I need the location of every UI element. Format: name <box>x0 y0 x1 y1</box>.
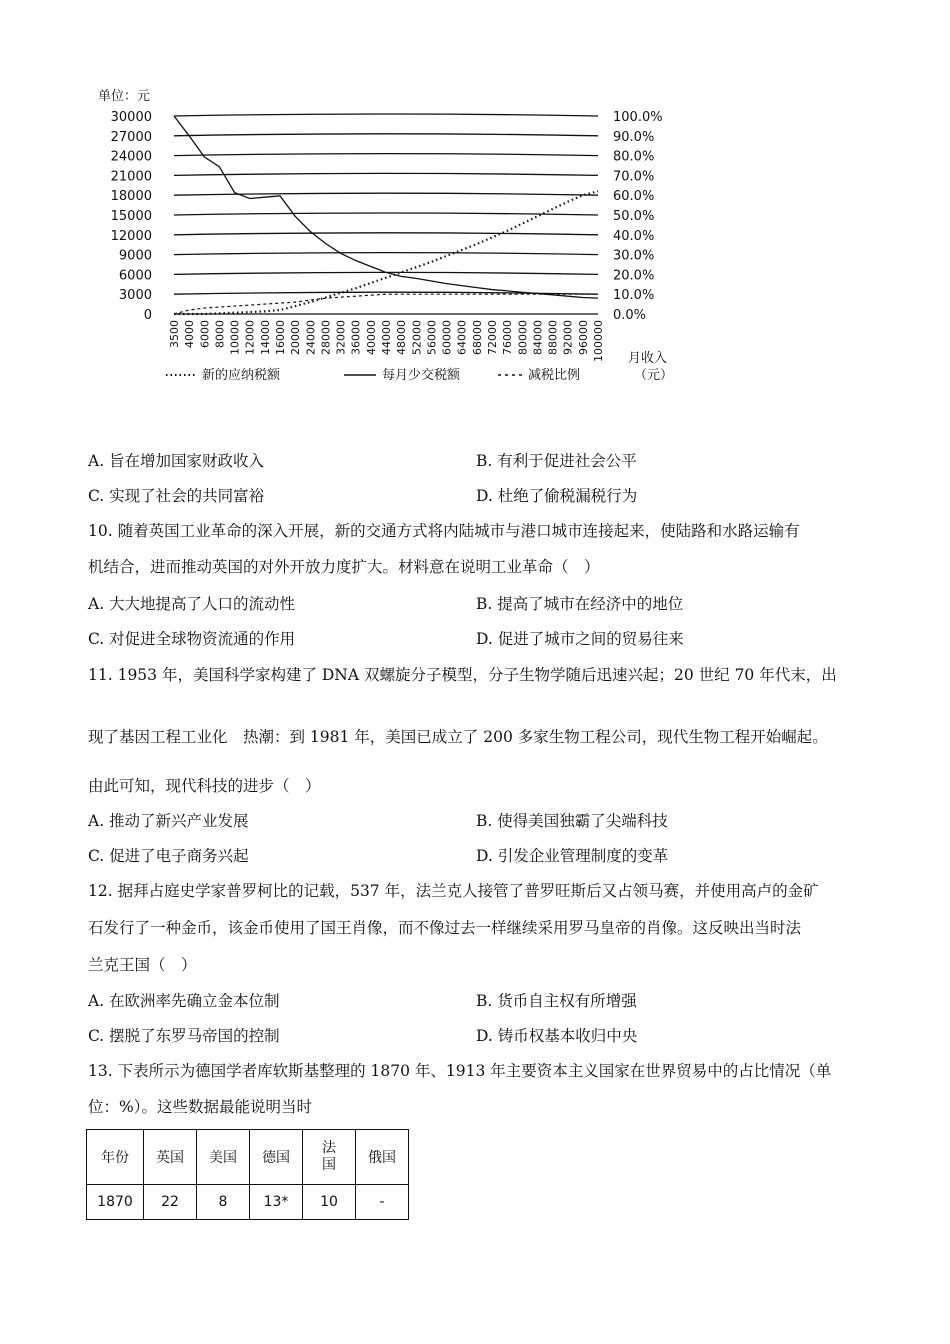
y-right-tick-label: 0.0% <box>613 308 647 323</box>
table-header-cell: 年份 <box>87 1130 144 1185</box>
gridline <box>174 233 598 235</box>
table-header-cell: 英国 <box>144 1130 197 1185</box>
table-cell: 13* <box>250 1185 303 1220</box>
x-axis-label: 月收入 <box>628 351 668 366</box>
gridline <box>174 114 598 116</box>
x-tick-label: 14000 <box>258 320 272 355</box>
q10-option-c[interactable]: C. 对促进全球物资流通的作用 <box>88 630 296 648</box>
q11-option-d[interactable]: D. 引发企业管理制度的变革 <box>476 847 669 865</box>
y-right-tick-label: 20.0% <box>613 268 655 284</box>
table-header-cell: 俄国 <box>356 1130 409 1185</box>
x-tick-label: 3500 <box>168 320 181 348</box>
q12-stem-line3: 兰克王国（ ） <box>88 956 197 974</box>
legend-label: 减税比例 <box>528 368 581 383</box>
q10-option-b[interactable]: B. 提高了城市在经济中的地位 <box>476 595 684 613</box>
trade-share-table <box>86 1129 409 1220</box>
x-tick-label: 48000 <box>395 320 409 355</box>
y-left-tick-label: 30000 <box>110 110 152 125</box>
q9-option-c[interactable]: C. 实现了社会的共同富裕 <box>88 487 265 505</box>
x-tick-label: 60000 <box>440 320 454 355</box>
y-left-tick-label: 0 <box>143 308 152 323</box>
table-cell: - <box>356 1185 409 1220</box>
table-header-cell: 美国 <box>197 1130 250 1185</box>
table-cell: 22 <box>144 1185 197 1220</box>
chart-unit-label: 单位：元 <box>98 89 151 104</box>
x-tick-label: 96000 <box>576 320 590 356</box>
x-tick-label: 76000 <box>501 320 515 355</box>
y-left-tick-label: 9000 <box>118 248 152 264</box>
y-left-tick-label: 27000 <box>110 129 152 145</box>
q11-stem-line2: 现了基因工程工业化 热潮：到 1981 年，美国已成立了 200 多家生物工程公司，现代生物工程开始崛起。 <box>88 728 828 746</box>
x-tick-label: 6000 <box>198 320 212 348</box>
y-right-tick-label: 90.0% <box>613 129 655 145</box>
x-tick-label: 12000 <box>243 320 257 355</box>
q12-option-c[interactable]: C. 摆脱了东罗马帝国的控制 <box>88 1027 280 1045</box>
q12-option-b[interactable]: B. 货币自主权有所增强 <box>476 992 637 1010</box>
x-tick-label: 88000 <box>546 320 560 355</box>
q12-option-d[interactable]: D. 铸币权基本收归中央 <box>476 1027 638 1045</box>
q12-option-a[interactable]: A. 在欧洲率先确立金本位制 <box>88 992 280 1010</box>
x-tick-label: 32000 <box>334 320 348 355</box>
table-cell: 10 <box>303 1185 356 1220</box>
x-tick-label: 28000 <box>319 320 333 355</box>
q11-option-b[interactable]: B. 使得美国独霸了尖端科技 <box>476 812 668 830</box>
gridline <box>174 173 598 175</box>
y-right-tick-label: 30.0% <box>613 248 655 264</box>
q10-option-d[interactable]: D. 促进了城市之间的贸易往来 <box>476 630 684 648</box>
x-tick-label: 64000 <box>455 320 469 355</box>
q12-stem-line1: 12. 据拜占庭史学家普罗柯比的记载，537 年，法兰克人接管了普罗旺斯后又占领马赛，并使用高卢的金矿 <box>88 882 819 900</box>
table-cell: 8 <box>197 1185 250 1220</box>
y-right-tick-label: 70.0% <box>613 169 655 185</box>
tax-chart <box>86 66 686 396</box>
y-right-tick-label: 40.0% <box>613 228 655 244</box>
q9-option-b[interactable]: B. 有利于促进社会公平 <box>476 452 637 470</box>
q13-stem-line2: 位：%）。这些数据最能说明当时 <box>88 1098 312 1116</box>
table-header-cell: 法 国 <box>303 1130 356 1185</box>
q9-option-d[interactable]: D. 杜绝了偷税漏税行为 <box>476 487 638 505</box>
x-tick-label: 44000 <box>380 320 393 355</box>
x-tick-label: 84000 <box>531 320 545 355</box>
x-tick-label: 56000 <box>425 320 439 355</box>
y-left-tick-label: 3000 <box>118 288 152 304</box>
table-row <box>87 1185 409 1220</box>
x-tick-label: 100000 <box>592 320 605 362</box>
q11-option-a[interactable]: A. 推动了新兴产业发展 <box>88 812 249 830</box>
x-tick-label: 92000 <box>561 320 575 355</box>
q10-option-a[interactable]: A. 大大地提高了人口的流动性 <box>88 595 296 613</box>
x-tick-label: 16000 <box>274 320 287 355</box>
y-right-tick-label: 100.0% <box>613 110 663 125</box>
x-tick-label: 8000 <box>213 320 227 348</box>
q11-option-c[interactable]: C. 促进了电子商务兴起 <box>88 847 249 865</box>
x-tick-label: 36000 <box>349 320 363 355</box>
table-cell: 1870 <box>87 1185 144 1220</box>
q10-stem-line2: 机结合，进而推动英国的对外开放力度扩大。材料意在说明工业革命（ ） <box>88 558 600 576</box>
series-line <box>174 294 598 314</box>
table-header-row <box>87 1130 409 1185</box>
x-tick-label: 20000 <box>289 320 303 355</box>
y-right-tick-label: 60.0% <box>613 189 655 205</box>
legend-label: 新的应纳税额 <box>202 368 281 383</box>
y-left-tick-label: 6000 <box>118 268 152 284</box>
y-right-tick-label: 10.0% <box>613 288 655 304</box>
x-tick-label: 68000 <box>470 320 484 355</box>
x-tick-label: 40000 <box>364 320 378 355</box>
x-tick-label: 4000 <box>183 320 197 348</box>
q10-stem-line1: 10. 随着英国工业革命的深入开展，新的交通方式将内陆城市与港口城市连接起来，使陆路和水路运输有 <box>88 522 800 540</box>
tax-chart-svg <box>86 66 686 396</box>
y-left-tick-label: 24000 <box>110 149 152 165</box>
series-line <box>174 116 598 298</box>
q11-stem-line3: 由此可知，现代科技的进步（ ） <box>88 777 321 795</box>
x-tick-label: 52000 <box>410 320 424 355</box>
y-left-tick-label: 12000 <box>110 228 152 244</box>
y-left-tick-label: 21000 <box>110 169 152 185</box>
q11-stem-line1: 11. 1953 年，美国科学家构建了 DNA 双螺旋分子模型，分子生物学随后迅速兴起；20 世纪 70 年代末，出 <box>88 666 837 684</box>
q13-stem-line1: 13. 下表所示为德国学者库软斯基整理的 1870 年、1913 年主要资本主义国家在世界贸易中的占比情况（单 <box>88 1062 832 1080</box>
x-tick-label: 80000 <box>516 320 530 355</box>
y-left-tick-label: 18000 <box>110 189 152 205</box>
gridline <box>174 213 598 215</box>
q12-stem-line2: 石发行了一种金币，该金币使用了国王肖像，而不像过去一样继续采用罗马皇帝的肖像。这反映出当时法 <box>88 919 802 937</box>
gridline <box>174 253 598 255</box>
x-tick-label: 24000 <box>304 320 318 355</box>
y-right-tick-label: 80.0% <box>613 149 655 165</box>
y-right-tick-label: 50.0% <box>613 209 655 224</box>
x-tick-label: 72000 <box>486 320 499 355</box>
gridline <box>174 154 598 156</box>
table-header-cell: 德国 <box>250 1130 303 1185</box>
legend-label: 每月少交税额 <box>382 368 461 383</box>
x-tick-label: 10000 <box>228 320 242 355</box>
gridline <box>174 134 598 136</box>
y-left-tick-label: 15000 <box>110 209 152 224</box>
q9-option-a[interactable]: A. 旨在增加国家财政收入 <box>88 452 265 470</box>
x-axis-unit: （元） <box>634 368 674 383</box>
